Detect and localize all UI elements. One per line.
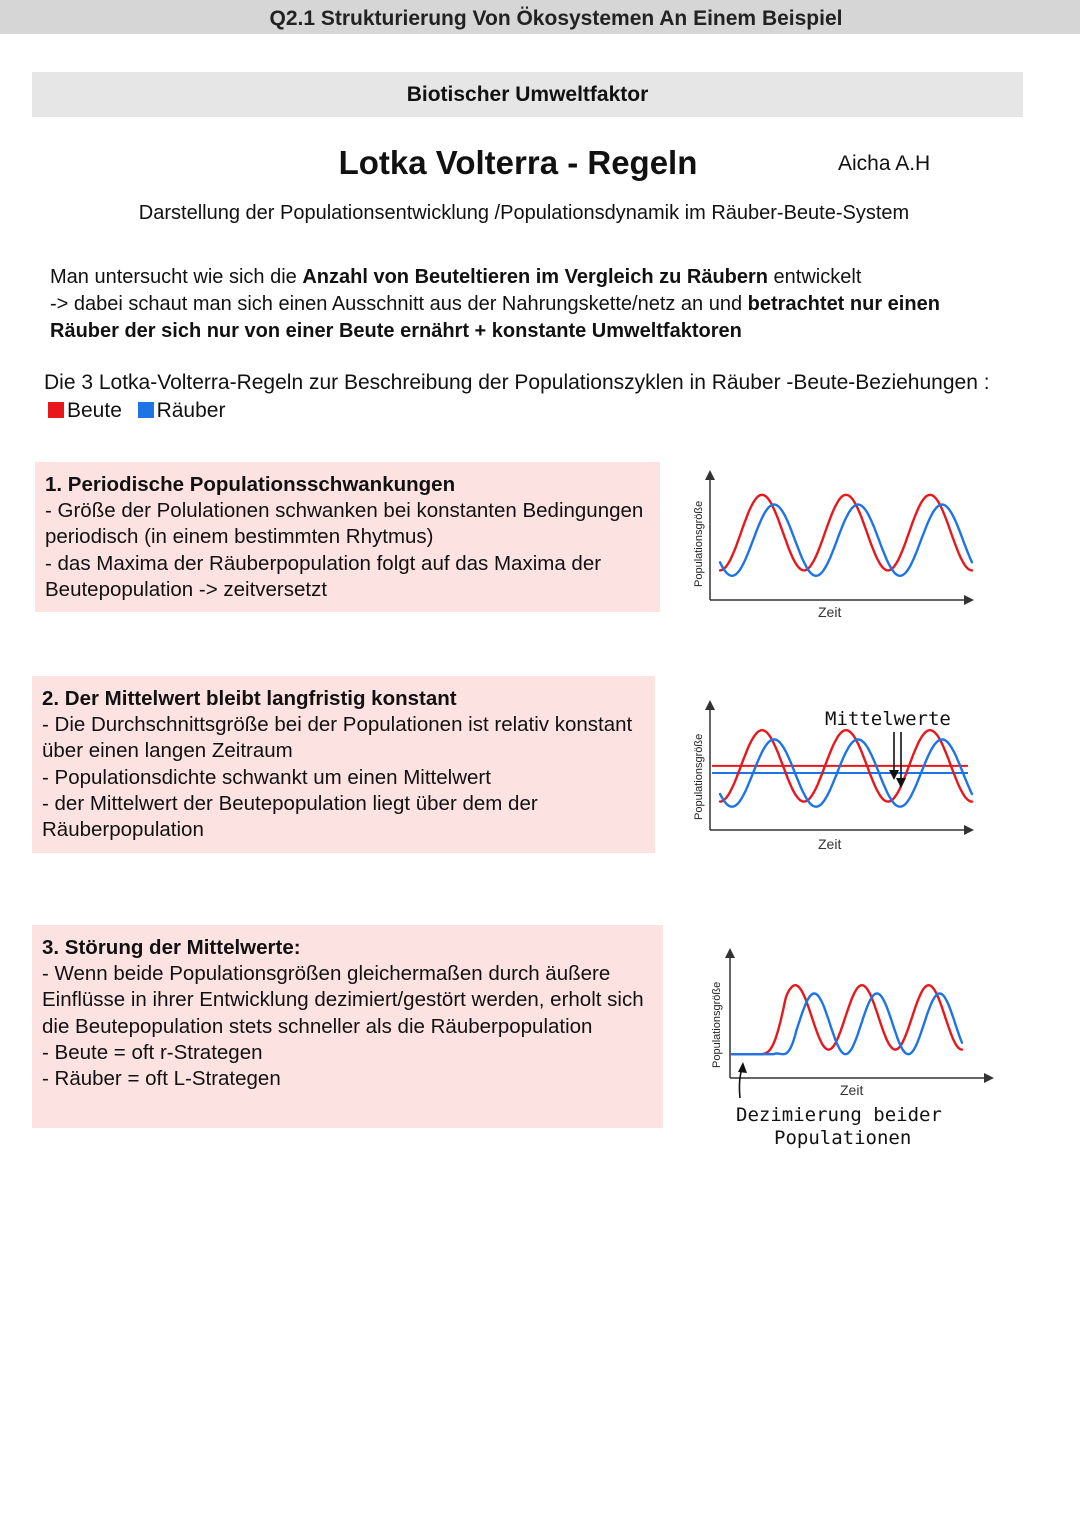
section-banner-label: Biotischer Umweltfaktor [406,83,649,106]
prey-series-line [732,985,962,1054]
intro-text: -> dabei schaut man sich einen Ausschnitt aus der Nahrungskette/netz an und [50,293,748,315]
intro-text: Man untersucht wie sich die [50,266,303,288]
y-axis-arrow-icon [705,470,715,480]
predator-series-line [720,505,972,576]
x-axis-label: Zeit [840,1082,864,1098]
document-header-title: Q2.1 Strukturierung Von Ökosystemen An Einem Beispiel [269,7,843,30]
rule-line: - Populationsdichte schwankt um einen Mittelwert [42,765,491,789]
rule-box-3 [32,925,663,1128]
x-axis-arrow-icon [964,825,974,835]
intro-bold-text: Anzahl von Beuteltieren im Vergleich zu Räubern [302,266,768,288]
intro-text: entwickelt [768,266,862,288]
decimation-annotation-line-1: Dezimierung beider [736,1104,942,1126]
y-axis-label: Populationsgröße [711,981,723,1068]
rule-heading: 3. Störung der Mittelwerte: [42,936,301,959]
y-axis-arrow-icon [705,700,715,710]
rule-line: - Größe der Polulationen schwanken bei konstanten Bedingungen periodisch (in einem bestimmten Rhytmus) [45,499,644,549]
x-axis-label: Zeit [818,604,842,620]
arrow-up-icon [738,1062,747,1073]
arrow-down-icon [896,778,906,788]
y-axis-label: Populationsgröße [693,733,705,820]
rule-line: - Wenn beide Populationsgrößen gleichermaßen durch äußere Einflüsse in ihrer Entwicklung dezimiert/gestört werden, erholt sich die Beutepopulation stets schneller als die Räuberpopulation [42,962,644,1038]
rule-heading: 2. Der Mittelwert bleibt langfristig konstant [42,687,457,710]
x-axis-label: Zeit [818,836,842,852]
legend-text: Die 3 Lotka-Volterra-Regeln zur Beschreibung der Populationszyklen in Räuber -Beute-Beziehungen : [44,371,990,394]
legend-prey-label: Beute [67,399,122,422]
x-axis-arrow-icon [984,1073,994,1083]
predator-color-swatch [138,402,154,418]
chart-disturbance [700,938,1010,1158]
page-subtitle: Darstellung der Populationsentwicklung /Populationsdynamik im Räuber-Beute-System [138,202,910,224]
intro-line-2 [50,291,1010,345]
legend [44,369,994,425]
y-axis-label: Populationsgröße [693,500,705,587]
decimation-annotation-line-2: Populationen [774,1127,912,1149]
prey-color-swatch [48,402,64,418]
rule-line: - Die Durchschnittsgröße bei der Populationen ist relativ konstant über einen langen Zeitraum [42,713,633,763]
chart-1-svg [680,462,990,627]
chart-mean-values [680,692,990,857]
section-banner [32,72,1023,117]
chart-periodic-oscillation [680,462,990,627]
rule-box-1 [35,462,660,612]
x-axis-arrow-icon [964,595,974,605]
predator-series-line [732,994,962,1055]
chart-2-plot [712,730,972,807]
intro-line-1 [50,264,1010,291]
rule-line: - das Maxima der Räuberpopulation folgt auf das Maxima der Beutepopulation -> zeitversetzt [45,551,602,601]
intro-paragraph [50,264,1010,345]
mean-values-annotation: Mittelwerte [825,708,951,730]
page-title: Lotka Volterra - Regeln [338,144,698,181]
prey-series-line [720,495,972,571]
rule-line: - der Mittelwert der Beutepopulation liegt über dem der Räuberpopulation [42,791,538,842]
rule-heading: 1. Periodische Populationsschwankungen [45,473,456,496]
author-name: Aicha A.H [838,152,931,175]
chart-3-plot [732,985,962,1054]
rule-line: - Räuber = oft L-Strategen [42,1067,281,1091]
rule-box-2 [32,676,655,853]
chart-3-svg [700,938,1010,1158]
intro-bold-text: betrachtet nur einen Räuber der sich nur von einer Beute ernährt + konstante Umweltfaktoren [50,293,940,342]
document-header [0,0,1080,34]
y-axis-arrow-icon [725,948,735,958]
chart-2-svg [680,692,990,857]
chart-1-plot [720,495,972,576]
legend-predator-label: Räuber [156,399,226,422]
rule-line: - Beute = oft r-Strategen [42,1040,263,1064]
